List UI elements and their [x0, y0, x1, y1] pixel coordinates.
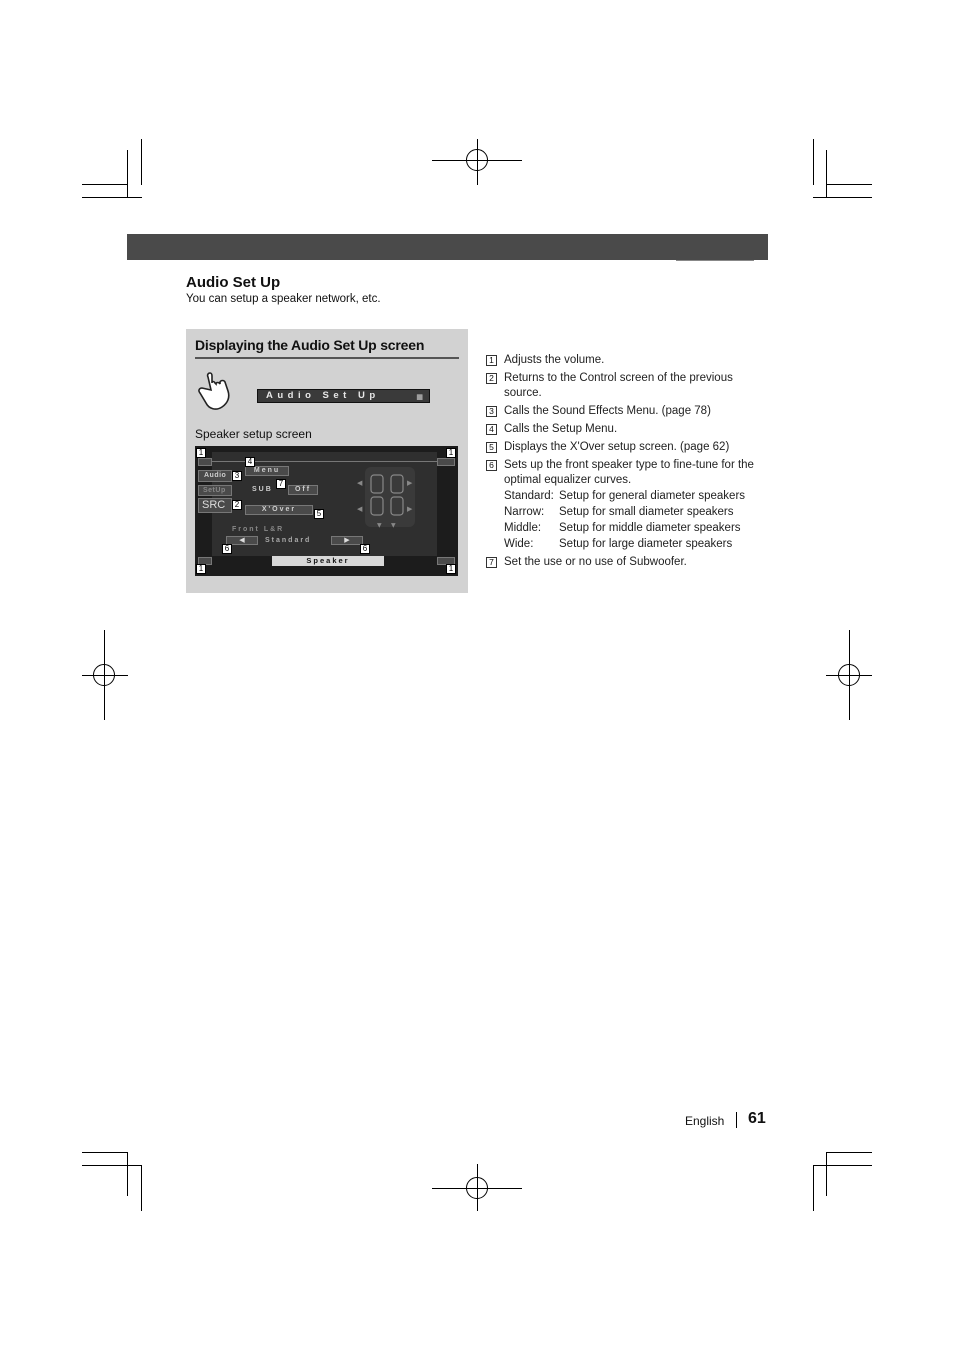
header-bar — [127, 234, 768, 260]
front-lr-label: Front L&R — [232, 526, 285, 533]
audio-set-up-button[interactable] — [257, 389, 430, 403]
list-number: 4 — [486, 424, 497, 435]
speaker-type-desc: Setup for small diameter speakers — [559, 506, 734, 518]
svg-text:▼: ▼ — [391, 522, 396, 529]
speaker-type-term: Wide: — [504, 538, 534, 550]
footer-separator — [736, 1112, 737, 1128]
volume-up-left-button[interactable] — [198, 458, 212, 466]
setup-screen-button[interactable]: SetUp — [198, 485, 232, 496]
list-item-text: Calls the Sound Effects Menu. (page 78) — [504, 405, 711, 417]
list-number: 7 — [486, 557, 497, 568]
audio-set-up-label: Audio Set Up — [266, 390, 380, 401]
speaker-type-desc: Setup for general diameter speakers — [559, 490, 746, 502]
front-type-prev-button[interactable]: ◀ — [226, 536, 258, 545]
list-item-text: Set the use or no use of Subwoofer. — [504, 556, 687, 568]
callout-1: 1 — [196, 564, 206, 574]
footer-language: English — [685, 1114, 725, 1128]
svg-text:▼: ▼ — [377, 522, 382, 529]
speaker-type-term: Narrow: — [504, 506, 545, 518]
section-title: Audio Set Up — [186, 274, 281, 291]
speaker-type-desc: Setup for large diameter speakers — [559, 538, 733, 550]
src-button[interactable]: SRC — [198, 498, 232, 513]
list-number: 1 — [486, 355, 497, 366]
callout-6: 6 — [360, 544, 370, 554]
front-type-value: Standard — [265, 537, 312, 544]
svg-text:▶: ▶ — [407, 479, 413, 487]
list-item-text: Displays the X'Over setup screen. (page 62) — [504, 441, 730, 453]
front-type-next-button[interactable]: ▶ — [331, 536, 363, 545]
volume-up-right-button[interactable] — [437, 458, 455, 466]
xover-button[interactable]: X'Over — [245, 505, 313, 515]
speaker-type-term: Standard: — [504, 490, 554, 502]
callout-5: 5 — [314, 509, 324, 519]
list-number: 6 — [486, 460, 497, 471]
speaker-type-desc: Setup for middle diameter speakers — [559, 522, 741, 534]
list-item-text: Adjusts the volume. — [504, 354, 605, 366]
audio-screen-button[interactable]: Audio — [198, 470, 232, 482]
hand-pointer-icon — [194, 370, 234, 414]
menu-button[interactable]: Menu — [245, 466, 289, 476]
callout-4: 4 — [245, 457, 255, 467]
callout-1: 1 — [196, 448, 206, 458]
section-subtitle: You can setup a speaker network, etc. — [186, 293, 381, 305]
page-number: 61 — [748, 1110, 766, 1127]
list-item-text: Returns to the Control screen of the previous source. — [504, 372, 733, 399]
list-item-text: Sets up the front speaker type to fine-tune for the optimal equalizer curves. — [504, 459, 754, 486]
callout-2: 2 — [232, 500, 242, 510]
speaker-type-term: Middle: — [504, 522, 542, 534]
svg-text:◀: ◀ — [357, 479, 363, 487]
list-item-text: Calls the Setup Menu. — [504, 423, 618, 435]
header-tab-line — [676, 260, 754, 261]
sub-label: SUB — [252, 486, 273, 493]
callout-1: 1 — [446, 564, 456, 574]
screen-caption: Speaker setup screen — [195, 427, 312, 441]
callout-3: 3 — [232, 471, 242, 481]
speaker-tab[interactable]: Speaker — [272, 556, 384, 566]
list-number: 5 — [486, 442, 497, 453]
callout-6: 6 — [222, 544, 232, 554]
list-number: 2 — [486, 373, 497, 384]
speaker-layout-icon — [355, 465, 435, 531]
panel-title-rule — [195, 357, 459, 359]
sub-toggle-button[interactable]: Off — [288, 485, 318, 495]
settings-icon: ▦ — [416, 394, 423, 401]
callout-7: 7 — [276, 479, 286, 489]
svg-text:◀: ◀ — [357, 505, 363, 513]
callout-1: 1 — [446, 448, 456, 458]
list-number: 3 — [486, 406, 497, 417]
svg-text:▶: ▶ — [407, 505, 413, 513]
panel-title: Displaying the Audio Set Up screen — [195, 337, 425, 353]
